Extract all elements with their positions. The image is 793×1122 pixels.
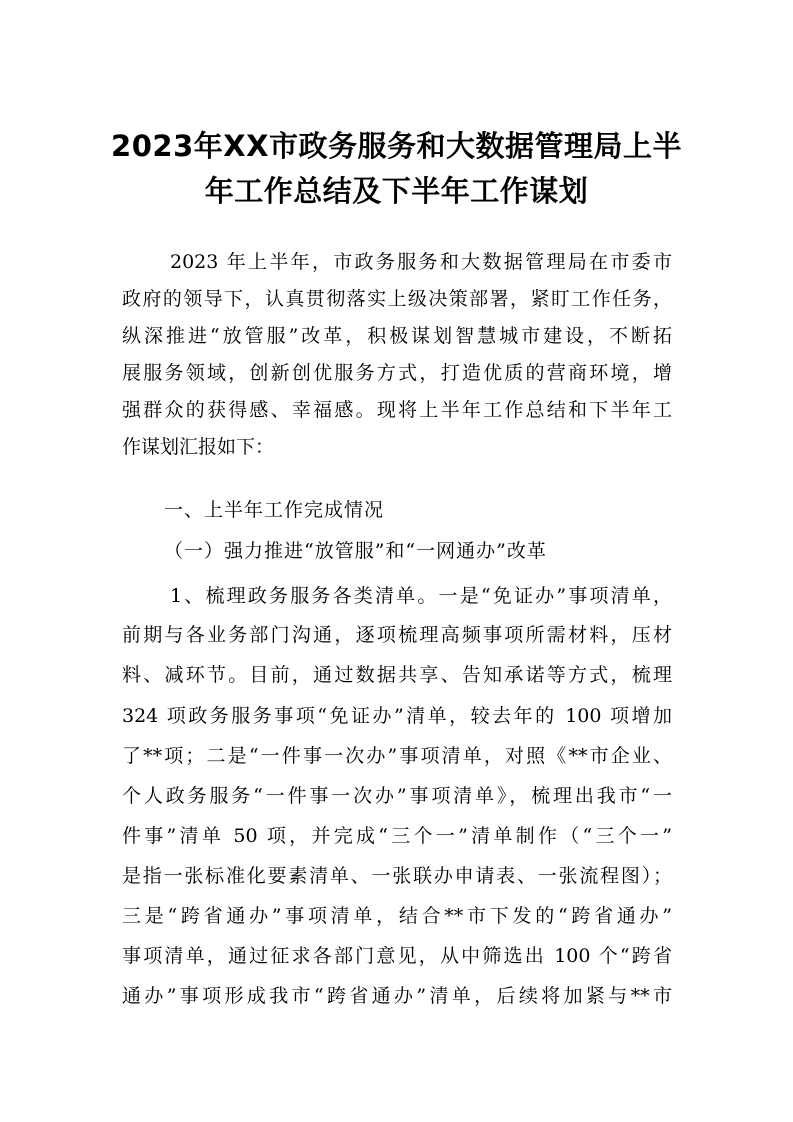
intro-line-2: 政府的领导下，认真贯彻落实上级决策部署，紧盯工作任务，	[122, 288, 672, 310]
intro-line-3: 纵深推进“放管服”改革，积极谋划智慧城市建设，不断拓	[122, 325, 672, 347]
item1-line-9: 三是“跨省通办”事项清单，结合**市下发的“跨省通办”	[122, 905, 672, 927]
item1-line-11: 通办”事项形成我市“跨省通办”清单，后续将加紧与**市	[122, 985, 672, 1007]
item1-line-6: 个人政务服务“一件事一次办”事项清单》，梳理出我市“一	[122, 785, 672, 807]
intro-line-5: 强群众的获得感、幸福感。现将上半年工作总结和下半年工	[122, 399, 672, 421]
title-line-2: 年工作总结及下半年工作谋划	[204, 174, 589, 208]
item1-line-2: 前期与各业务部门沟通，逐项梳理高频事项所需材料，压材	[122, 624, 672, 646]
section-heading-1: 一、上半年工作完成情况	[164, 499, 385, 521]
item1-line-7: 件事”清单 50 项，并完成“三个一”清单制作（“三个一”	[122, 825, 672, 847]
item1-line-3: 料、减环节。目前，通过数据共享、告知承诺等方式，梳理	[122, 664, 672, 686]
item1-line-4: 324 项政务服务事项“免证办”清单，较去年的 100 项增加	[122, 705, 672, 727]
item1-line-8: 是指一张标准化要素清单、一张联办申请表、一张流程图）；	[122, 865, 672, 887]
section-heading-2: （一）强力推进“放管服”和“一网通办”改革	[164, 540, 547, 562]
title-line-1: 2023年XX市政务服务和大数据管理局上半	[111, 129, 682, 163]
intro-line-4: 展服务领域，创新创优服务方式，打造优质的营商环境，增	[122, 362, 672, 384]
intro-line-6: 作谋划汇报如下：	[122, 436, 275, 458]
item1-line-1: 1、梳理政务服务各类清单。一是“免证办”事项清单，	[170, 585, 672, 607]
item1-line-5: 了**项；二是“一件事一次办”事项清单，对照《**市企业、	[122, 745, 672, 767]
intro-line-1: 2023 年上半年，市政务服务和大数据管理局在市委市	[170, 251, 672, 273]
item1-line-10: 事项清单，通过征求各部门意见，从中筛选出 100 个“跨省	[122, 945, 672, 967]
